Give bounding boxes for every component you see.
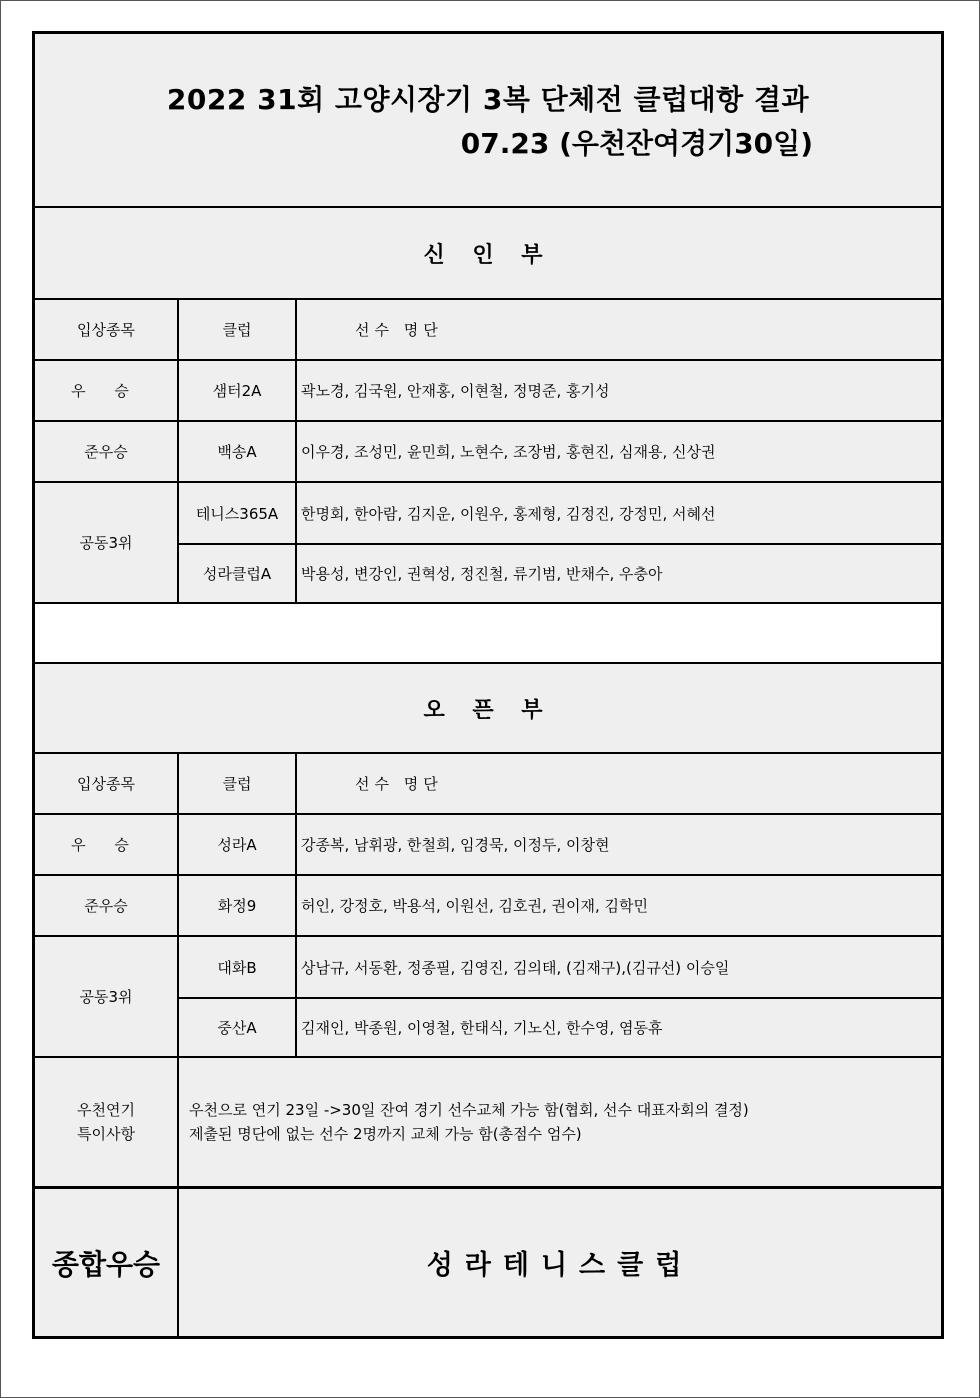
overall-winner: 성라테니스클럽 <box>426 1250 694 1281</box>
open-third-team-1 <box>179 937 941 997</box>
document-title: 2022 31회 고양시장기 3복 단체전 클럽대항 결과 <box>166 83 810 116</box>
notes-label-line1: 우천연기 <box>77 1101 135 1119</box>
rookie-third-players-1: 한명회, 한아람, 김지운, 이원우, 홍제형, 김정진, 강정민, 서혜선 <box>301 504 716 523</box>
open-third-team-2 <box>179 997 941 1056</box>
header-club: 클럽 <box>179 300 297 359</box>
document-subtitle: 07.23 (우천잔여경기30일) <box>460 127 813 160</box>
rookie-winner-row <box>35 359 941 420</box>
header-players: 선수 명단 <box>355 775 443 793</box>
header-players: 선수 명단 <box>355 321 443 339</box>
rookie-third-players-2: 박용성, 변강인, 권혁성, 정진철, 류기범, 반채수, 우충아 <box>301 565 663 583</box>
rookie-runnerup-club: 백송A <box>179 422 297 481</box>
notes-line1: 우천으로 연기 23일 ->30일 잔여 경기 선수교체 가능 함(협회, 선수 대표자회의 결정) <box>189 1101 749 1119</box>
rookie-third-club-2: 성라클럽A <box>179 545 297 602</box>
rookie-third-group <box>35 481 941 602</box>
header-category: 입상종목 <box>35 300 179 359</box>
rookie-runnerup-players: 이우경, 조성민, 윤민희, 노현수, 조장범, 홍현진, 심재용, 신상권 <box>301 443 716 461</box>
open-runnerup-club: 화정9 <box>179 876 297 935</box>
open-winner-row <box>35 813 941 874</box>
rookie-third-club-1: 테니스365A <box>179 483 297 543</box>
section-gap <box>35 602 941 662</box>
open-section-title: 오 픈 부 <box>35 662 941 752</box>
overall-label: 종합우승 <box>35 1189 179 1336</box>
header-category: 입상종목 <box>35 754 179 813</box>
open-header-row <box>35 752 941 813</box>
open-third-club-2: 중산A <box>179 999 297 1056</box>
open-third-group <box>35 935 941 1056</box>
rookie-third-team-1 <box>179 483 941 543</box>
overall-row <box>35 1186 941 1336</box>
rookie-third-team-2 <box>179 543 941 602</box>
open-runnerup-row <box>35 874 941 935</box>
open-third-club-1: 대화B <box>179 937 297 997</box>
rookie-third-label: 공동3위 <box>35 483 179 602</box>
open-winner-players: 강종복, 남휘광, 한철희, 임경묵, 이정두, 이창현 <box>301 836 610 854</box>
open-runnerup-players: 허인, 강정호, 박용석, 이원선, 김호권, 권이재, 김학민 <box>301 897 649 915</box>
rookie-header-row <box>35 298 941 359</box>
open-runnerup-label: 준우승 <box>35 876 179 935</box>
open-third-players-2: 김재인, 박종원, 이영철, 한태식, 기노신, 한수영, 염동휴 <box>301 1019 663 1037</box>
rookie-winner-club: 샘터2A <box>179 361 297 420</box>
open-winner-club: 성라A <box>179 815 297 874</box>
notes-line2: 제출된 명단에 없는 선수 2명까지 교체 가능 함(총점수 엄수) <box>189 1125 582 1143</box>
rookie-runnerup-label: 준우승 <box>35 422 179 481</box>
results-document <box>32 31 944 1339</box>
rookie-section-title: 신 인 부 <box>35 206 941 298</box>
title-block <box>35 34 941 206</box>
notes-label <box>35 1058 179 1186</box>
header-club: 클럽 <box>179 754 297 813</box>
notes-row <box>35 1056 941 1186</box>
open-third-players-1: 상남규, 서동환, 정종필, 김영진, 김의태, (김재구),(김규선) 이승일 <box>301 958 730 977</box>
rookie-winner-players: 곽노경, 김국원, 안재홍, 이현철, 정명준, 홍기성 <box>301 382 610 400</box>
open-winner-label: 우 승 <box>35 815 179 874</box>
notes-text <box>189 1058 749 1186</box>
rookie-winner-label: 우 승 <box>35 361 179 420</box>
rookie-runnerup-row <box>35 420 941 481</box>
open-third-label: 공동3위 <box>35 937 179 1056</box>
notes-label-line2: 특이사항 <box>77 1125 135 1143</box>
